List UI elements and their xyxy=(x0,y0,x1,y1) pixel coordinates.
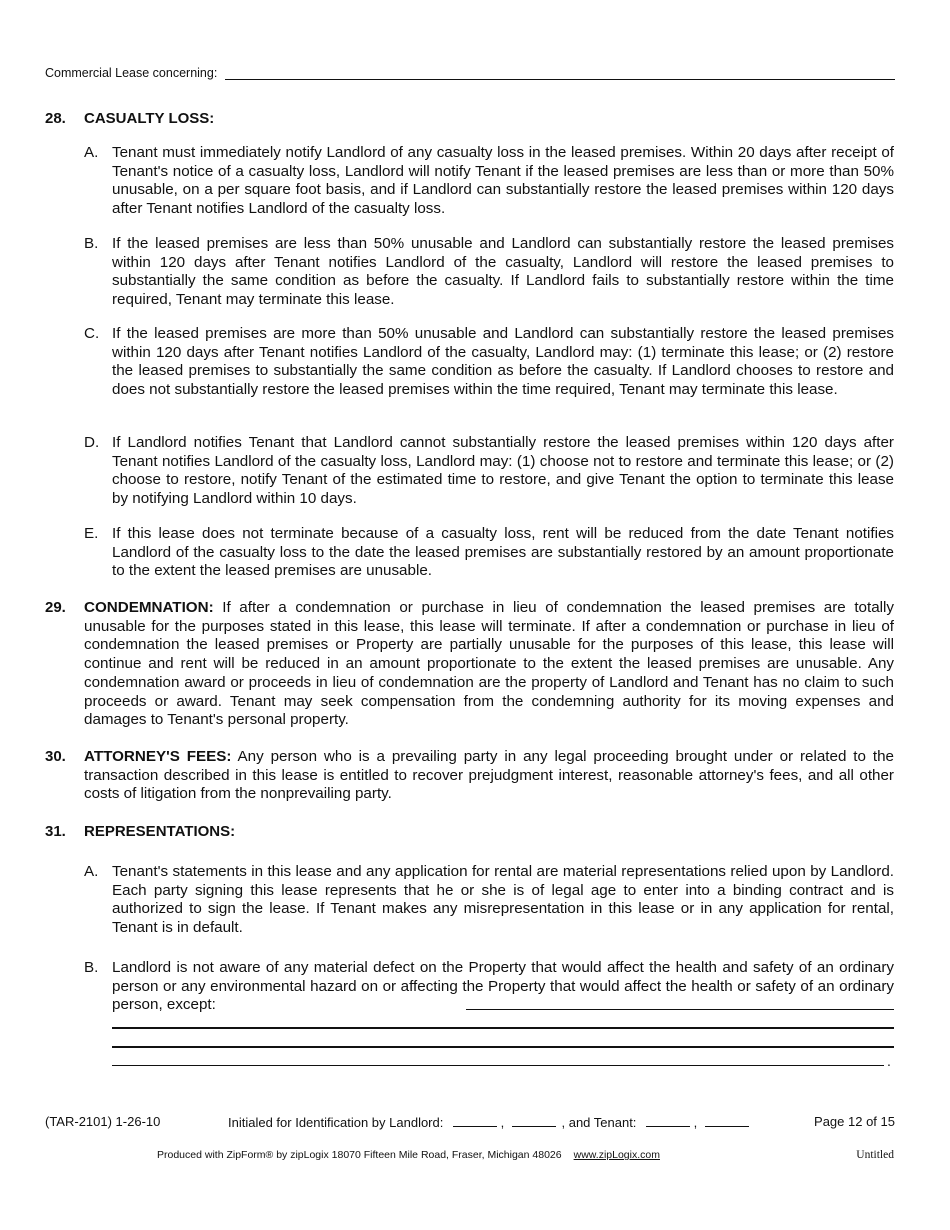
tenant-initials-label: , and Tenant: xyxy=(561,1115,637,1130)
end-period: . xyxy=(887,1053,891,1069)
condemnation-paragraph xyxy=(84,599,894,730)
attorney-fees-paragraph xyxy=(84,748,894,804)
document-name: Untitled xyxy=(856,1149,894,1161)
representations-item-b: Landlord is not aware of any material defect on the Property that would affect the health and safety of an ordinary person or any environmental hazard on or affecting the Property that would affect the health or safety of an ordinary person, except: xyxy=(112,959,894,1014)
representations-item-a: Tenant's statements in this lease and any application for rental are material representations relied upon by Landlord. Each party signing this lease represents that he or she is of legal age to enter into a binding contract and is authorized to sign the lease. If Tenant makes any misrepresentation in this lease or in any application for rental, Tenant is in default. xyxy=(112,863,894,937)
exceptions-field-line-4[interactable] xyxy=(112,1065,884,1066)
exceptions-field-line-3[interactable] xyxy=(112,1046,894,1048)
casualty-item-b: If the leased premises are less than 50% unusable and Landlord can substantially restore the leased premises within 120 days after Tenant notifies Landlord of the casualty, Landlord will restore the leased premises to substantially the same condition as before the casualty. If Landlord fails to substantially restore within the time required, Tenant may terminate this lease. xyxy=(112,235,894,309)
section-number: 28. xyxy=(45,110,66,127)
section-title: REPRESENTATIONS: xyxy=(84,823,236,840)
producer-text: Produced with ZipForm® by zipLogix 18070 Fifteen Mile Road, Fraser, Michigan 48026 xyxy=(157,1149,562,1161)
item-letter: D. xyxy=(84,434,100,451)
item-letter: B. xyxy=(84,235,99,252)
casualty-item-e: If this lease does not terminate because of a casualty loss, rent will be reduced from the date Tenant notifies Landlord of the casualty loss to the date the leased premises are substantially restored by an amount proportionate to the extent the leased premises are unusable. xyxy=(112,525,894,580)
header-label: Commercial Lease concerning: xyxy=(45,66,218,80)
initials-label xyxy=(228,1114,749,1130)
item-letter: E. xyxy=(84,525,99,542)
separator: , xyxy=(693,1115,698,1130)
landlord-initials-label: Initialed for Identification by Landlord: xyxy=(228,1115,444,1130)
section-title: ATTORNEY'S FEES: xyxy=(84,748,232,765)
landlord-initial-field-1[interactable] xyxy=(453,1114,497,1127)
section-number: 30. xyxy=(45,748,66,765)
document-header xyxy=(45,62,895,80)
item-letter: B. xyxy=(84,959,99,976)
exceptions-field-line-2[interactable] xyxy=(112,1027,894,1029)
separator: , xyxy=(500,1115,505,1130)
casualty-item-c: If the leased premises are more than 50% unusable and Landlord can substantially restore the leased premises within 120 days after Tenant notifies Landlord of the casualty, Landlord may: (1) terminate this lease; or (2) restore the leased premises to substantially the same condition as before the casualty. If Landlord chooses to restore and does not substantially restore the leased premises within the time required, Tenant may terminate this lease. xyxy=(112,325,894,399)
section-title: CONDEMNATION: xyxy=(84,599,214,616)
item-letter: A. xyxy=(84,863,99,880)
ziplogix-link[interactable]: www.zipLogix.com xyxy=(573,1149,660,1161)
exceptions-field-line-1[interactable] xyxy=(466,1009,894,1010)
item-letter: C. xyxy=(84,325,100,342)
tenant-initial-field-1[interactable] xyxy=(646,1114,690,1127)
tenant-initial-field-2[interactable] xyxy=(705,1114,749,1127)
condemnation-text: If after a condemnation or purchase in lieu of condemnation the leased premises are totally unusable for the purposes stated in this lease, this lease will terminate. If after a condemnation or purchase in lieu of condemnation the leased premises or Property are partially unusable for the purposes of this lease, this lease will continue and rent will be reduced in an amount proportionate to the extent the leased premises are unusable. Any condemnation award or proceeds in lieu of condemnation are the property of Landlord and Tenant has no claim to such proceeds or award. Tenant may seek compensation from the condemning authority for its moving expenses and damages to Tenant's personal property. xyxy=(84,599,894,729)
item-letter: A. xyxy=(84,144,99,161)
section-number: 29. xyxy=(45,599,66,616)
landlord-initial-field-2[interactable] xyxy=(512,1114,556,1127)
section-title: CASUALTY LOSS: xyxy=(84,110,215,127)
casualty-item-d: If Landlord notifies Tenant that Landlord cannot substantially restore the leased premises within 120 days after Tenant notifies Landlord of the casualty loss, Landlord may: (1) choose not to restore and terminate this lease; or (2) choose to restore, notify Tenant of the estimated time to restore, and give Tenant the option to terminate this lease by notifying Landlord within 10 days. xyxy=(112,434,894,508)
page-number: Page 12 of 15 xyxy=(814,1114,895,1129)
form-id: (TAR-2101) 1-26-10 xyxy=(45,1114,161,1129)
property-address-field[interactable] xyxy=(225,65,895,80)
attorney-fees-text: Any person who is a prevailing party in any legal proceeding brought under or related to the transaction described in this lease is entitled to recover prejudgment interest, reasonable attorney's fees, and all other costs of litigation from the nonprevailing party. xyxy=(84,748,894,803)
footer xyxy=(45,1114,895,1132)
casualty-item-a: Tenant must immediately notify Landlord of any casualty loss in the leased premises. Within 20 days after receipt of Tenant's notice of a casualty loss, Landlord will notify Tenant if the leased premises are less than or more than 50% unusable, on a per square foot basis, and if Landlord can substantially restore the leased premises within 120 days after Tenant notifies Landlord of the casualty loss. xyxy=(112,144,894,218)
section-number: 31. xyxy=(45,823,66,840)
producer-line xyxy=(157,1149,660,1161)
